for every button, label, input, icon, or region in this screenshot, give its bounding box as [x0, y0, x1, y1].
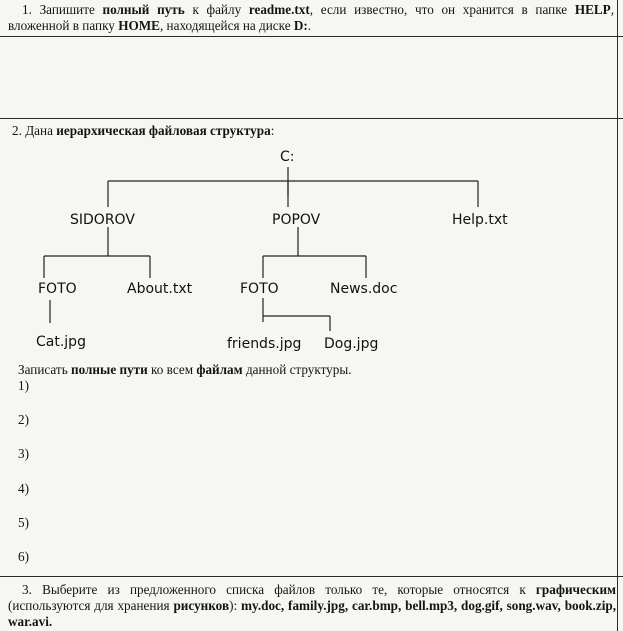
tree-node-news-doc: News.doc: [330, 281, 398, 297]
task-2-instruction: Записать полные пути ко всем файлам данной структуры.: [18, 362, 352, 377]
answer-number: 5): [18, 515, 29, 530]
task-1-text: 1. Запишите полный путь к файлу readme.txt, если известно, что он хранится в папке HELP, вложенной в папку HOME, находящейся на диске D:.: [8, 2, 615, 33]
tree-node-friends-jpg: friends.jpg: [227, 336, 302, 352]
tree-node-dog-jpg: Dog.jpg: [324, 336, 379, 352]
task-2-text: 2. Дана иерархическая файловая структура:: [12, 123, 275, 138]
answer-number: 2): [18, 412, 29, 427]
answer-number: 6): [18, 549, 29, 564]
tree-node-popov: POPOV: [272, 212, 321, 228]
tree-node-sidorov: SIDOROV: [70, 212, 135, 228]
answer-number: 1): [18, 378, 29, 393]
tree-node-help-txt: Help.txt: [452, 212, 508, 228]
task-3-text: 3. Выберите из предложенного списка файлов только те, которые относятся к графическим (используются для хранения рисунков): my.doc, family.jpg, car.bmp, bell.mp3, dog.gif, song.wav, book.zip, war.avi.: [8, 582, 617, 629]
tree-node-foto-2: FOTO: [240, 281, 279, 297]
answer-number: 3): [18, 446, 29, 461]
tree-node-cat-jpg: Cat.jpg: [36, 334, 86, 350]
tree-node-about-txt: About.txt: [127, 281, 193, 297]
tree-node-root: C:: [280, 149, 295, 165]
answer-number: 4): [18, 481, 29, 496]
tree-node-foto-1: FOTO: [38, 281, 77, 297]
